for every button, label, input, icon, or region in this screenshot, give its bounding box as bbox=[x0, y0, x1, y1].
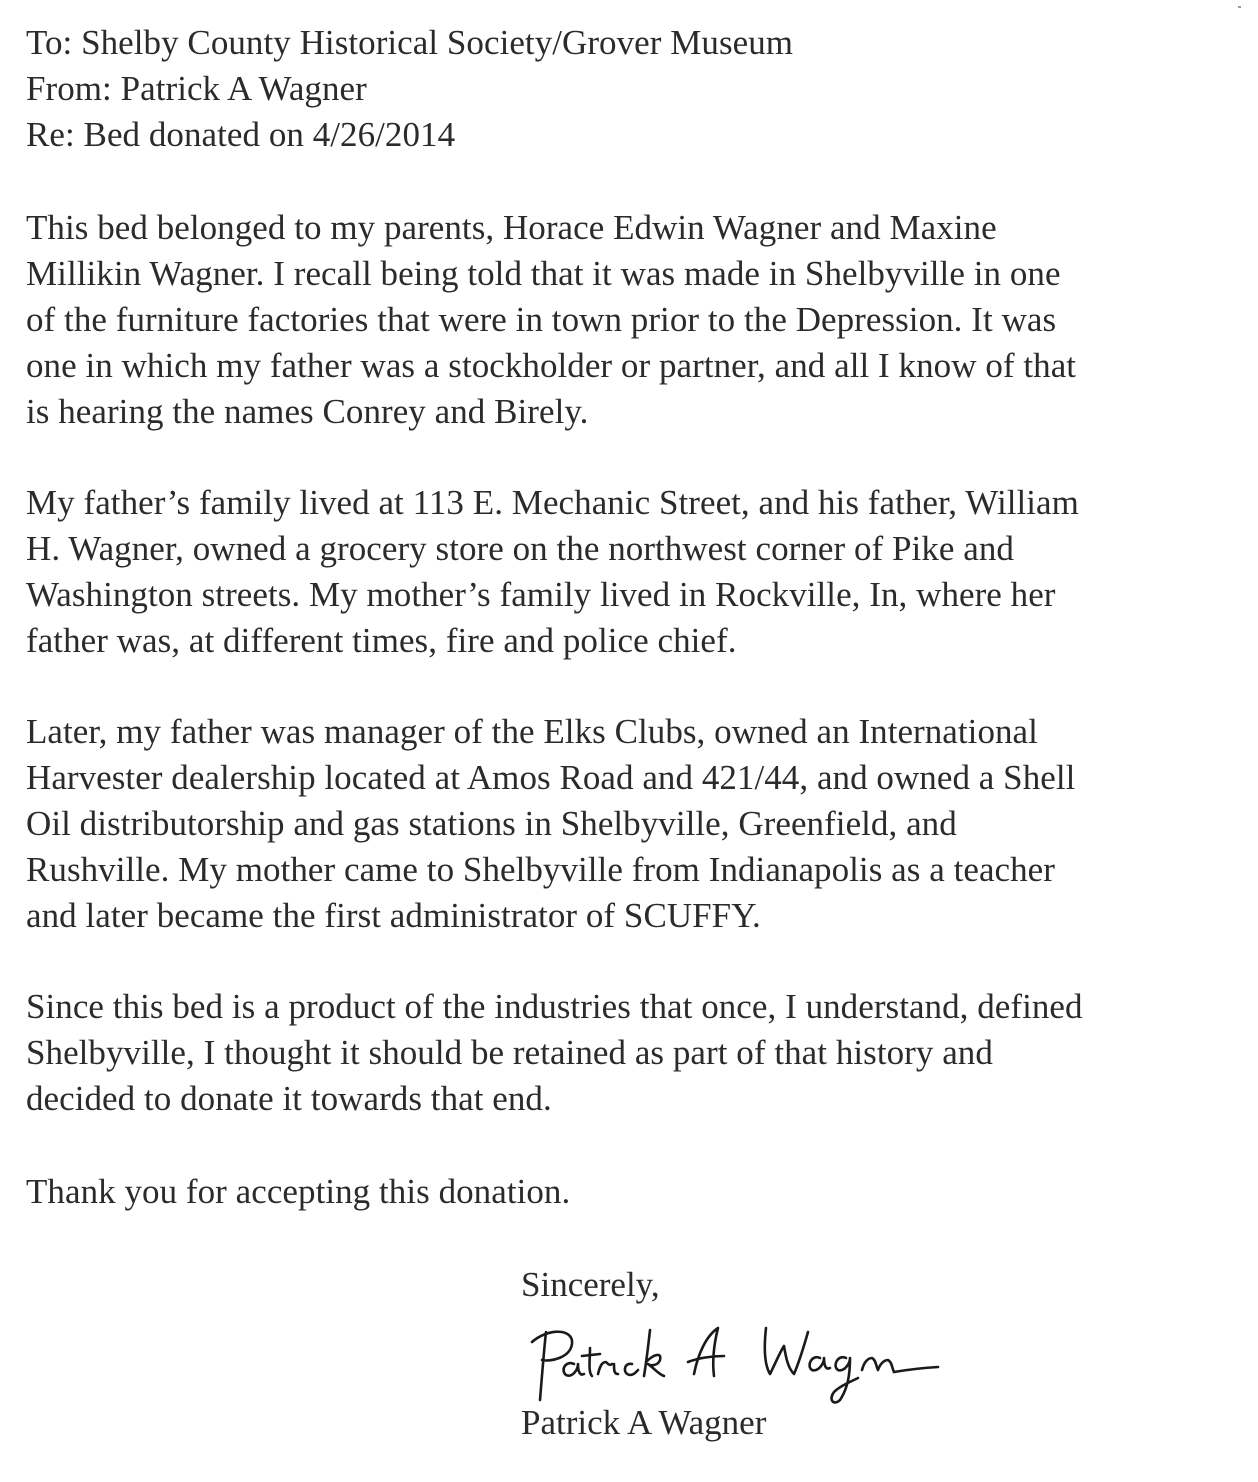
paragraph2-line: My father’s family lived at 113 E. Mechanic Street, and his father, William bbox=[26, 483, 1079, 522]
paragraph1-line: of the furniture factories that were in town prior to the Depression. It was bbox=[26, 300, 1057, 339]
header-to: To: Shelby County Historical Society/Grover Museum bbox=[26, 23, 794, 62]
thank-you-line: Thank you for accepting this donation. bbox=[26, 1172, 571, 1211]
printed-name: Patrick A Wagner bbox=[521, 1403, 767, 1442]
handwritten-signature bbox=[528, 1320, 948, 1410]
paragraph2-line: Washington streets. My mother’s family lived in Rockville, In, where her bbox=[26, 575, 1056, 614]
paragraph3-line: Rushville. My mother came to Shelbyville from Indianapolis as a teacher bbox=[26, 850, 1055, 889]
scan-speck bbox=[1238, 6, 1241, 8]
paragraph3-line: and later became the first administrator of SCUFFY. bbox=[26, 896, 761, 935]
paragraph4-line: decided to donate it towards that end. bbox=[26, 1079, 552, 1118]
paragraph2-line: father was, at different times, fire and police chief. bbox=[26, 621, 737, 660]
paragraph4-line: Since this bed is a product of the industries that once, I understand, defined bbox=[26, 987, 1083, 1026]
paragraph3-line: Oil distributorship and gas stations in Shelbyville, Greenfield, and bbox=[26, 804, 957, 843]
paragraph2-line: H. Wagner, owned a grocery store on the northwest corner of Pike and bbox=[26, 529, 1014, 568]
paragraph3-line: Harvester dealership located at Amos Road and 421/44, and owned a Shell bbox=[26, 758, 1076, 797]
header-re: Re: Bed donated on 4/26/2014 bbox=[26, 115, 456, 154]
paragraph1-line: This bed belonged to my parents, Horace Edwin Wagner and Maxine bbox=[26, 208, 997, 247]
header-from: From: Patrick A Wagner bbox=[26, 69, 367, 108]
paragraph4-line: Shelbyville, I thought it should be retained as part of that history and bbox=[26, 1033, 993, 1072]
salutation: Sincerely, bbox=[521, 1265, 660, 1304]
paragraph3-line: Later, my father was manager of the Elks Clubs, owned an International bbox=[26, 712, 1038, 751]
paragraph1-line: one in which my father was a stockholder or partner, and all I know of that bbox=[26, 346, 1077, 385]
paragraph1-line: Millikin Wagner. I recall being told that it was made in Shelbyville in one bbox=[26, 254, 1061, 293]
paragraph1-line: is hearing the names Conrey and Birely. bbox=[26, 392, 589, 431]
